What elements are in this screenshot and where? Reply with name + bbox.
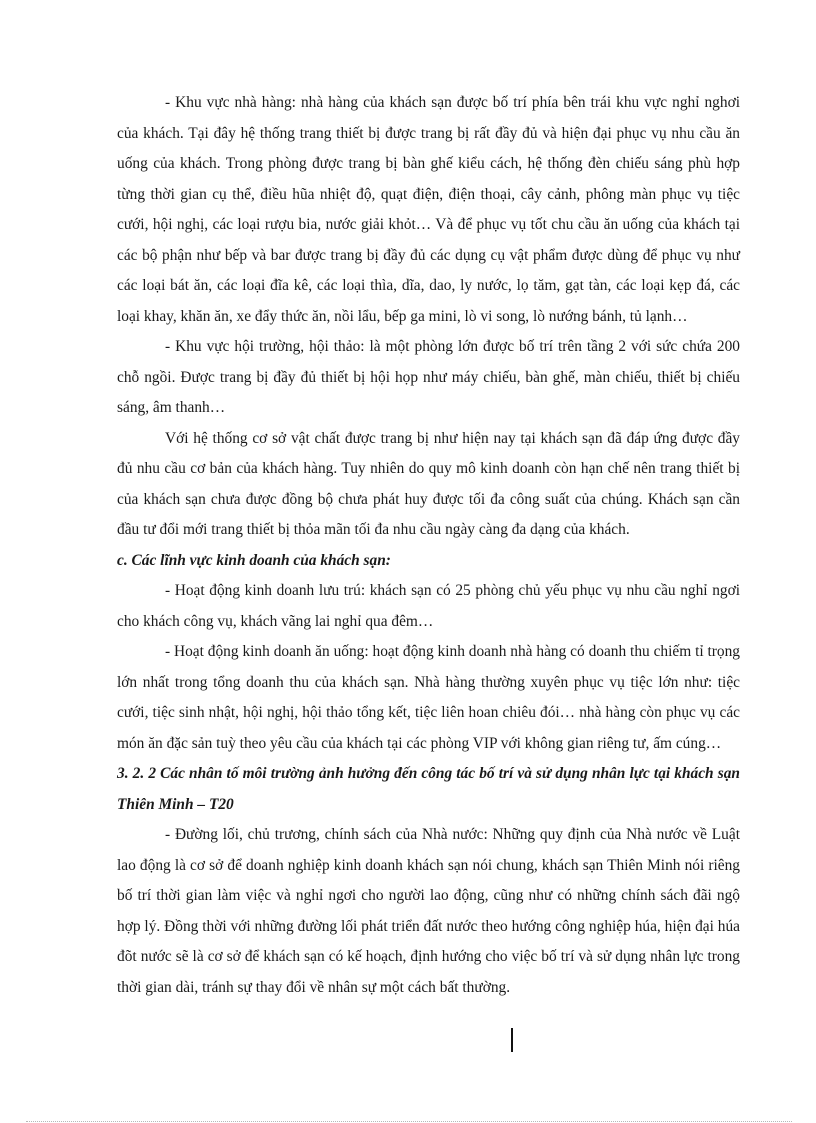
paragraph-restaurant-area: - Khu vực nhà hàng: nhà hàng của khách sạn được bố trí phía bên trái khu vực nghỉ nghơi của khách. Tại đây hệ thống trang thiết bị được trang bị rất đầy đủ và hiện đại phục vụ nhu cầu ăn uống của khách. Trong phòng được trang bị bàn ghế kiểu cách, hệ thống đèn chiếu sáng phù hợp từng thời gian cụ thể, điều hũa nhiệt độ, quạt điện, điện thoại, cây cảnh, phông màn phục vụ tiệc cưới, hội nghị, các loại rượu bia, nước giải khỏt… Và để phục vụ tốt chu cầu ăn uống của khách tại các bộ phận như bếp và bar được trang bị đầy đủ các dụng cụ vật phẩm được dùng để phục vụ như các loại bát ăn, các loại đĩa kê, các loại thìa, dĩa, dao, ly nước, lọ tăm, gạt tàn, các loại kẹp đá, các loại khay, khăn ăn, xe đẩy thức ăn, nồi lẩu, bếp ga mini, lò vi song, lò nướng bánh, tủ lạnh… <box>117 94 740 325</box>
paragraph-food-beverage: - Hoạt động kinh doanh ăn uống: hoạt động kinh doanh nhà hàng có doanh thu chiếm tỉ trọng lớn nhất trong tổng doanh thu của khách sạn. Nhà hàng thường xuyên phục vụ tiệc lớn như: tiệc cưới, tiệc sinh nhật, hội nghị, hội thảo tổng kết, tiệc liên hoan chiêu đói… nhà hàng còn phục vụ các món ăn đặc sản tuỳ theo yêu cầu của khách tại các phòng VIP với không gian riêng tư, ấm cúng… <box>117 643 740 752</box>
text-cursor <box>511 1028 513 1052</box>
section-heading-3-2-2: 3. 2. 2 Các nhân tố môi trường ảnh hưởng đến công tác bố trí và sử dụng nhân lực tại khách sạn Thiên Minh – T20 <box>117 765 740 813</box>
paragraph-facilities-summary: Với hệ thống cơ sở vật chất được trang bị như hiện nay tại khách sạn đã đáp ứng được đầy đủ nhu cầu cơ bản của khách hàng. Tuy nhiên do quy mô kinh doanh còn hạn chế nên trang thiết bị của khách sạn chưa được đồng bộ chưa phát huy được tối đa công suất của chúng. Khách sạn cần đầu tư đổi mới trang thiết bị thỏa mãn tối đa nhu cầu ngày càng đa dạng của khách. <box>117 429 740 538</box>
document-body <box>117 88 740 1003</box>
page-bottom-divider <box>26 1121 792 1122</box>
subheading-business-areas: c. Các lĩnh vực kinh doanh của khách sạn: <box>117 551 391 569</box>
paragraph-conference-hall: - Khu vực hội trường, hội thảo: là một phòng lớn được bố trí trên tầng 2 với sức chứa 200 chỗ ngồi. Được trang bị đầy đủ thiết bị hội họp như máy chiếu, bàn ghế, màn chiếu, thiết bị chiếu sáng, âm thanh… <box>117 338 740 416</box>
paragraph-state-policy: - Đường lối, chủ trương, chính sách của Nhà nước: Những quy định của Nhà nước về Luật lao động là cơ sở để doanh nghiệp kinh doanh khách sạn nói chung, khách sạn Thiên Minh nói riêng bố trí thời gian làm việc và nghỉ ngơi cho người lao động, cũng như có những chính sách đãi ngộ hợp lý. Đồng thời với những đường lối phát triển đất nước theo hướng công nghiệp húa, hiện đại húa đõt nước sẽ là cơ sở để khách sạn có kế hoạch, định hướng cho việc bố trí và sử dụng nhân lực trong thời gian dài, tránh sự thay đổi về nhân sự một cách bất thường. <box>117 826 740 996</box>
paragraph-accommodation: - Hoạt động kinh doanh lưu trú: khách sạn có 25 phòng chủ yếu phục vụ nhu cầu nghỉ ngơi cho khách công vụ, khách vãng lai nghỉ qua đêm… <box>117 582 740 630</box>
